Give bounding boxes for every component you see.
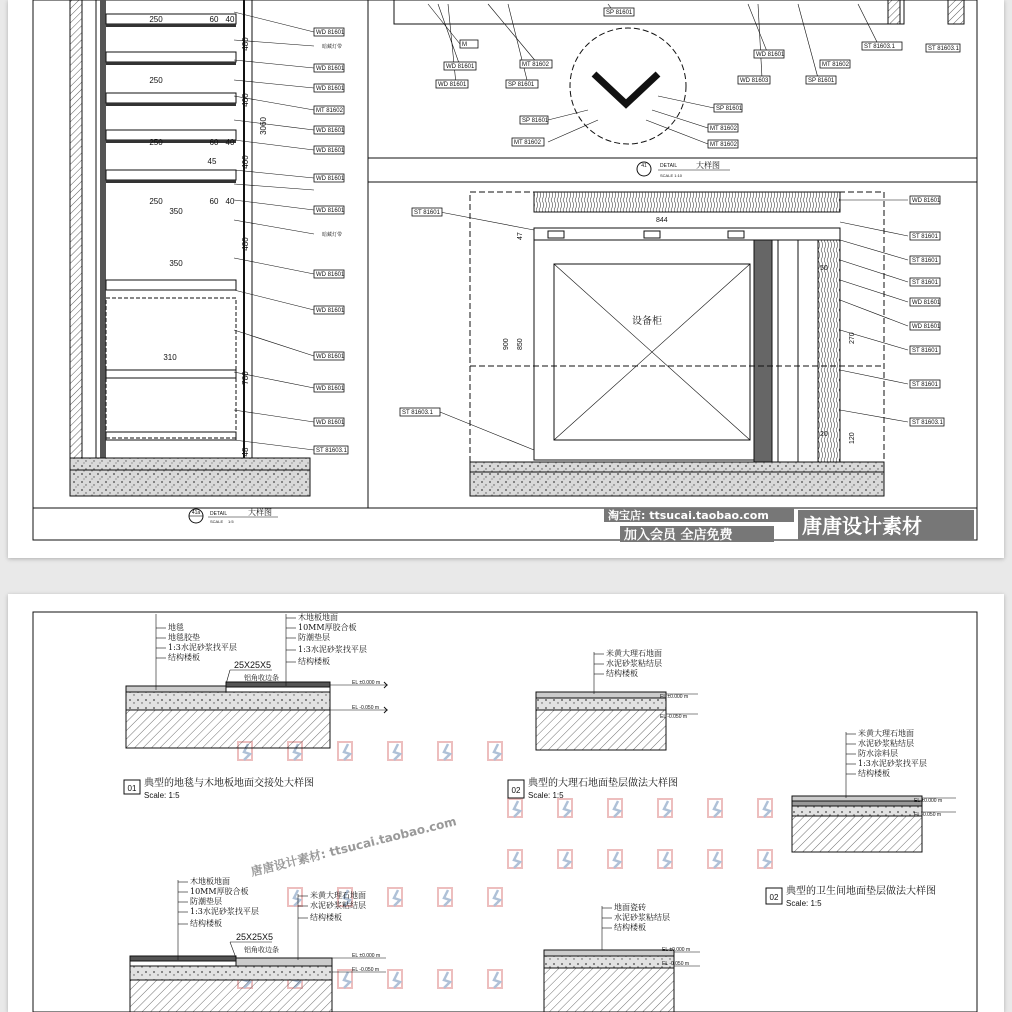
tag-wd-cab1: WD 81601 bbox=[912, 198, 941, 204]
d01-scale: Scale: 1:5 bbox=[144, 791, 180, 800]
d03-el-bot: EL -0.050 m bbox=[914, 812, 942, 818]
d04-layer-l4: 1:3水泥砂浆找平层 bbox=[190, 907, 259, 916]
tag-wd-cab3: WD 81601 bbox=[912, 324, 941, 330]
detail-mid-scale: SCALE 1:10 bbox=[660, 173, 683, 178]
tag-st-cab3: ST 81601 bbox=[912, 280, 938, 286]
d04-el-top: EL ±0.000 m bbox=[352, 953, 381, 959]
dim-400-a: 400 bbox=[241, 93, 250, 107]
d01-layer-r3: 防潮垫层 bbox=[298, 633, 330, 642]
dim-850: 850 bbox=[517, 338, 524, 350]
tag-sp-c4: SP 81601 bbox=[522, 118, 549, 124]
d03-scale: Scale: 1:5 bbox=[786, 899, 822, 908]
tag-wd-c2: WD 81601 bbox=[438, 82, 467, 88]
tag-wd-cab2: WD 81601 bbox=[912, 300, 941, 306]
dim-350-b: 350 bbox=[169, 259, 183, 268]
dim-40-a: 40 bbox=[225, 15, 235, 24]
d01-layer-l2: 地毯胶垫 bbox=[168, 633, 200, 642]
tag-sp-c1: SP 81601 bbox=[508, 82, 535, 88]
d02-layer-3: 结构楼板 bbox=[606, 669, 638, 678]
d04-layer-l5: 结构楼板 bbox=[190, 919, 222, 928]
tag-wd-3: WD 81601 bbox=[316, 86, 345, 92]
d01-number: 01 bbox=[127, 784, 137, 793]
equipment-cabinet-elevation bbox=[400, 192, 944, 496]
tag-st-cab5: ST 81601 bbox=[912, 382, 938, 388]
d01-trim-note: 铝角收边条 bbox=[244, 674, 279, 682]
tag-wd-4: WD 81601 bbox=[316, 128, 345, 134]
watermark-shop: 淘宝店: ttsucai.taobao.com bbox=[608, 509, 769, 522]
d01-layer-r2: 10MM厚胶合板 bbox=[298, 623, 357, 632]
dim-60-a: 60 bbox=[209, 15, 219, 24]
detail-mid-num: 41 bbox=[641, 163, 647, 169]
d03-number: 02 bbox=[769, 893, 779, 902]
dim-250-b: 250 bbox=[149, 76, 163, 85]
tag-wd-8: WD 81601 bbox=[316, 272, 345, 278]
tag-wd-10: WD 81601 bbox=[316, 354, 345, 360]
tag-wd-9: WD 81601 bbox=[316, 308, 345, 314]
left-material-tags bbox=[234, 12, 348, 457]
detail-mid-title: 大样图 bbox=[696, 161, 720, 170]
dim-40-d: 40 bbox=[225, 197, 235, 206]
note-shine-1: 暗藏灯带 bbox=[322, 44, 343, 50]
d01-layer-r4: 1:3水泥砂浆找平层 bbox=[298, 645, 367, 654]
dim-250-d: 250 bbox=[149, 197, 163, 206]
d02-title: 典型的大理石地面垫层做法大样图 bbox=[528, 778, 678, 789]
tag-st-c1: ST 81603.1 bbox=[864, 44, 895, 50]
wardrobe-section bbox=[70, 0, 310, 496]
tag-wd-12: WD 81601 bbox=[316, 420, 345, 426]
dim-250-c: 250 bbox=[149, 138, 163, 147]
tag-wd-c4: WD 81603 bbox=[740, 78, 769, 84]
dim-400-b: 400 bbox=[241, 155, 250, 169]
d03-layer-5: 结构楼板 bbox=[858, 769, 890, 778]
d01-layer-l3: 1:3水泥砂浆找平层 bbox=[168, 643, 237, 652]
tag-mt-c2: MT 81602 bbox=[822, 62, 849, 68]
detail-left-num: 41a bbox=[191, 510, 201, 516]
d03-layer-4: 1:3水泥砂浆找平层 bbox=[858, 759, 927, 768]
dim-310: 310 bbox=[163, 353, 177, 362]
d03-el-top: EL ±0.000 m bbox=[914, 798, 943, 804]
tag-st-cab-left2: ST 81603.1 bbox=[402, 410, 433, 416]
tag-wd-1: WD 81601 bbox=[316, 30, 345, 36]
corner-detail bbox=[394, 0, 964, 178]
tag-mt-c4: MT 81602 bbox=[710, 126, 737, 132]
d03-layer-3: 防水涂料层 bbox=[858, 749, 898, 758]
detail-label-left bbox=[189, 507, 278, 524]
tag-wd-6: WD 81601 bbox=[316, 176, 345, 182]
d01-layer-r5: 结构楼板 bbox=[298, 657, 330, 666]
dim-780: 780 bbox=[241, 371, 250, 385]
tag-st-cab1: ST 81601 bbox=[912, 234, 938, 240]
dim-900: 900 bbox=[503, 338, 510, 350]
d01-title: 典型的地毯与木地板地面交接处大样图 bbox=[144, 778, 314, 789]
dim-480-a: 480 bbox=[241, 37, 250, 51]
dim-40-c: 40 bbox=[225, 138, 235, 147]
tag-sp-c3: SP 81601 bbox=[808, 78, 835, 84]
d04-layer-r1: 米黄大理石地面 bbox=[310, 891, 366, 900]
drawing-sheet-floor-sections bbox=[8, 594, 1004, 1012]
d03-title: 典型的卫生间地面垫层做法大样图 bbox=[786, 886, 936, 897]
tag-st-1: ST 81603.1 bbox=[316, 448, 347, 454]
tag-mt-c5: MT 81602 bbox=[710, 142, 737, 148]
detail-left-scale-word: SCALE bbox=[210, 519, 224, 524]
tag-wd-c1: WD 81601 bbox=[446, 64, 475, 70]
tag-sp-c2: SP 81601 bbox=[606, 10, 633, 16]
d03-layer-2: 水泥砂浆粘结层 bbox=[858, 739, 914, 748]
diagonal-watermark: 唐唐设计素材: ttsucai.taobao.com bbox=[249, 814, 458, 879]
detail-left-word: DETAIL bbox=[210, 511, 228, 517]
dim-350-a: 350 bbox=[169, 207, 183, 216]
tag-st-cab6: ST 81603.1 bbox=[912, 420, 943, 426]
tag-wd-c3: WD 81601 bbox=[756, 52, 785, 58]
d05-layer-3: 结构楼板 bbox=[614, 923, 646, 932]
dim-60-d: 60 bbox=[209, 197, 219, 206]
tag-wd-5: WD 81601 bbox=[316, 148, 345, 154]
d02-layer-1: 米黄大理石地面 bbox=[606, 649, 662, 658]
dim-120: 120 bbox=[849, 432, 856, 444]
d03-layer-1: 米黄大理石地面 bbox=[858, 729, 914, 738]
d02-el-top: EL ±0.000 m bbox=[660, 694, 689, 700]
cabinet-label: 设备柜 bbox=[632, 316, 662, 327]
d04-layer-l3: 防潮垫层 bbox=[190, 897, 222, 906]
floor-sections-canvas bbox=[8, 594, 1004, 1012]
d02-scale: Scale: 1:5 bbox=[528, 791, 564, 800]
elevation-drawings-canvas bbox=[8, 0, 1004, 558]
tag-mt-c3: MT 81602 bbox=[514, 140, 541, 146]
d02-el-bot: EL -0.050 m bbox=[660, 714, 688, 720]
tag-mt-1: MT 81602 bbox=[316, 108, 343, 114]
d01-layer-r1: 木地板地面 bbox=[298, 613, 338, 622]
d05-el-top: EL ±0.000 m bbox=[662, 947, 691, 953]
detail-mid-word: DETAIL bbox=[660, 163, 678, 169]
detail-left-scale: 1:5 bbox=[228, 519, 234, 524]
d05-layer-1: 地面瓷砖 bbox=[614, 903, 646, 912]
dim-45: 45 bbox=[207, 157, 217, 166]
d04-layer-r2: 水泥砂浆粘结层 bbox=[310, 901, 366, 910]
d01-el-bot: EL -0.050 m bbox=[352, 705, 380, 711]
detail-01-carpet-wood bbox=[124, 612, 388, 800]
drawing-sheet-detail-elevations bbox=[8, 0, 1004, 558]
tag-st-cab-left: ST 81601 bbox=[414, 210, 440, 216]
d05-el-bot: EL -0.050 m bbox=[662, 961, 690, 967]
dim-480-b: 480 bbox=[241, 237, 250, 251]
d04-layer-r3: 结构楼板 bbox=[310, 913, 342, 922]
detail-05-tile bbox=[544, 902, 700, 1012]
dim-20: 20 bbox=[820, 431, 828, 438]
d04-trim-note: 铝角收边条 bbox=[244, 946, 279, 954]
logo-watermark-grid bbox=[238, 742, 772, 988]
watermark-join: 加入会员 全店免费 bbox=[624, 528, 733, 543]
detail-03-bathroom bbox=[766, 728, 956, 908]
detail-04-wood-marble bbox=[130, 876, 386, 1012]
d02-number: 02 bbox=[511, 786, 521, 795]
tag-wd-7: WD 81601 bbox=[316, 208, 345, 214]
d05-layer-2: 水泥砂浆粘结层 bbox=[614, 913, 670, 922]
dim-50: 50 bbox=[820, 265, 828, 272]
detail-left-title: 大样图 bbox=[248, 508, 272, 517]
watermark-brand: 唐唐设计素材 bbox=[802, 514, 922, 538]
d01-trim: 25X25X5 bbox=[234, 660, 272, 670]
tag-wd-2: WD 81601 bbox=[316, 66, 345, 72]
d01-layer-l4: 结构楼板 bbox=[168, 653, 200, 662]
d04-layer-l1: 木地板地面 bbox=[190, 877, 230, 886]
d02-layer-2: 水泥砂浆粘结层 bbox=[606, 659, 662, 668]
tag-st-c2: ST 81603.1 bbox=[928, 46, 959, 52]
d04-layer-l2: 10MM厚胶合板 bbox=[190, 887, 249, 896]
d01-layer-l1: 地毯 bbox=[168, 623, 184, 632]
tag-m: M bbox=[462, 42, 467, 48]
d01-el-top: EL ±0.000 m bbox=[352, 680, 381, 686]
shop-watermark-banner bbox=[604, 508, 974, 543]
d04-el-bot: EL -0.050 m bbox=[352, 967, 380, 973]
dim-270: 270 bbox=[849, 332, 856, 344]
tag-st-cab2: ST 81601 bbox=[912, 258, 938, 264]
dim-47: 47 bbox=[517, 232, 524, 240]
dim-844: 844 bbox=[656, 217, 668, 224]
detail-02-marble bbox=[508, 648, 698, 800]
tag-st-cab4: ST 81601 bbox=[912, 348, 938, 354]
tag-wd-11: WD 81601 bbox=[316, 386, 345, 392]
tag-mt-c1: MT 81602 bbox=[522, 62, 549, 68]
dim-60-c: 60 bbox=[209, 138, 219, 147]
d04-trim: 25X25X5 bbox=[236, 932, 274, 942]
dim-250-a: 250 bbox=[149, 15, 163, 24]
dim-48: 48 bbox=[241, 447, 250, 457]
tag-sp-c5: SP 81601 bbox=[716, 106, 743, 112]
note-shine-2: 暗藏灯带 bbox=[322, 232, 343, 238]
dim-3060: 3060 bbox=[259, 117, 268, 135]
